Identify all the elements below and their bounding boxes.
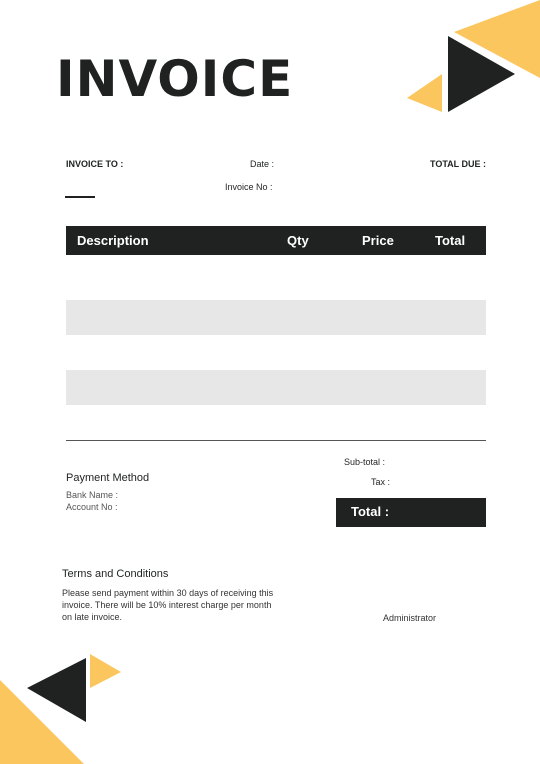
column-header-price: Price: [362, 233, 394, 248]
column-header-description: Description: [77, 233, 149, 248]
page-title: INVOICE: [56, 50, 294, 108]
dark-triangle-icon: [27, 658, 86, 722]
decor-bottom-left: [0, 650, 130, 764]
table-row: [66, 265, 486, 300]
payment-method-title: Payment Method: [66, 472, 150, 484]
table-divider: [66, 440, 486, 441]
subtotal-label: Sub-total :: [344, 457, 386, 467]
signature-name: Administrator: [383, 613, 437, 623]
total-due-label: TOTAL DUE :: [430, 159, 486, 169]
terms-text: Please send payment within 30 days of receiving this invoice. There will be 10% interest charge per month on late invoice.: [62, 588, 274, 622]
tax-label: Tax :: [371, 477, 391, 487]
table-header: [66, 226, 486, 255]
invoice-to-label: INVOICE TO :: [66, 159, 124, 169]
table-row: [66, 300, 486, 335]
table-row: [66, 370, 486, 405]
invoice-number-label: Invoice No :: [225, 182, 273, 192]
decor-top-right: [400, 0, 540, 120]
column-header-qty: Qty: [287, 233, 309, 248]
table-row: [66, 335, 486, 370]
total-box: [336, 498, 486, 527]
recipient-underline: [65, 196, 95, 198]
column-header-total: Total: [435, 233, 466, 248]
bank-name-label: Bank Name :: [66, 490, 119, 500]
account-number-label: Account No :: [66, 502, 118, 512]
terms-title: Terms and Conditions: [62, 568, 169, 580]
small-yellow-triangle-icon: [407, 74, 442, 112]
small-yellow-triangle-icon: [90, 654, 121, 688]
date-label: Date :: [250, 159, 275, 169]
total-label: Total :: [351, 504, 390, 519]
